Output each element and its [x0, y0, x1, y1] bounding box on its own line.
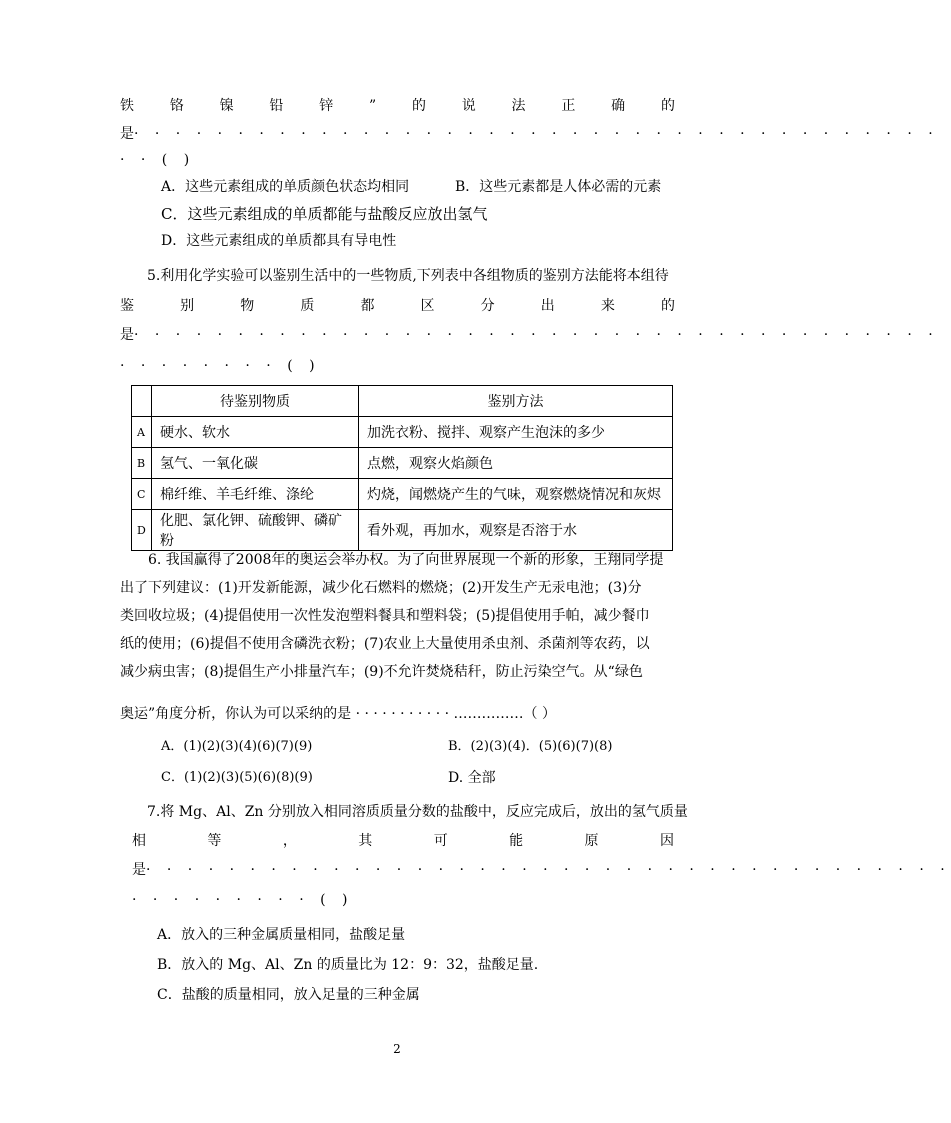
table-row-substances: 化肥、氯化钾、硫酸钾、磷矿粉: [152, 510, 359, 551]
q5-stem-char: 都: [360, 298, 375, 314]
q4-dots-1: · · · · · · · · · · · · · · · · · · · · · · · · · · · · · · · · · · · · · · ·: [134, 126, 939, 142]
q5-table: [131, 385, 673, 551]
q4-option-d: D．这些元素组成的单质都具有导电性: [161, 233, 397, 249]
q7-option-a: A．放入的三种金属质量相同，盐酸足量: [157, 927, 406, 943]
q5-stem-char: 别: [180, 298, 195, 314]
table-row: [132, 479, 673, 510]
q7-stem-char: 可: [433, 833, 448, 849]
q5-stem-char: 出: [540, 298, 555, 314]
q7-stem-line-2: [132, 831, 674, 851]
table-header-method: 鉴别方法: [359, 386, 673, 417]
q7-stem-char: 等: [207, 833, 222, 849]
q4-stem-char: 说: [461, 98, 476, 114]
table-row-substances: 棉纤维、羊毛纤维、涤纶: [152, 479, 359, 510]
table-row-method: 加洗衣粉、搅拌、观察产生泡沫的多少: [359, 417, 673, 448]
table-row: [132, 448, 673, 479]
q4-option-b: B．这些元素都是人体必需的元素: [455, 179, 662, 195]
q5-dots-line: [120, 325, 939, 345]
table-header-row: [132, 386, 673, 417]
q4-stem-char: 的: [411, 98, 426, 114]
q5-answer-blank: · · · · · · · · ( ): [120, 358, 321, 374]
q5-stem-line-1: 5.利用化学实验可以鉴别生活中的一些物质,下列表中各组物质的鉴别方法能将本组待: [147, 268, 669, 284]
q7-stem-char: 能: [509, 833, 524, 849]
q5-dots-1: · · · · · · · · · · · · · · · · · · · · · · · · · · · · · · · · · · · · · · ·: [134, 327, 939, 343]
table-row-method: 点燃，观察火焰颜色: [359, 448, 673, 479]
q4-stem-char: 确: [611, 98, 626, 114]
q4-stem-char: 锌: [319, 98, 334, 114]
q7-option-c: C．盐酸的质量相同，放入足量的三种金属: [157, 987, 420, 1003]
q6-option-c: C．(1)(2)(3)(5)(6)(8)(9): [161, 770, 313, 785]
q7-answer-blank: · · · · · · · · · ( ): [132, 892, 354, 908]
q4-stem-char: 铁: [120, 98, 134, 114]
q5-stem-char: 质: [300, 298, 315, 314]
q6-stem-line-4: 纸的使用；(6)提倡不使用含磷洗衣粉；(7)农业上大量使用杀虫剂、杀菌剂等农药，以: [120, 636, 650, 652]
q6-stem-line-6: 奥运”角度分析，你认为可以采纳的是 · · · · · · · · · · · ……………（ ）: [120, 706, 556, 722]
q4-stem-char: 正: [561, 98, 576, 114]
q7-stem-char: 因: [659, 833, 674, 849]
q6-stem-line-1: 6. 我国赢得了2008年的奥运会举办权。为了向世界展现一个新的形象，王翔同学提: [148, 552, 664, 568]
q5-stem-char: 区: [420, 298, 435, 314]
q5-stem-char: 分: [480, 298, 495, 314]
q4-dots-line-2: [120, 150, 195, 170]
table-row-id: C: [132, 479, 152, 510]
q5-stem-char: 的: [660, 298, 675, 314]
q5-dots-line-2: [120, 356, 321, 376]
q5-stem-char: 鉴: [120, 298, 134, 314]
q4-stem-char: ”: [368, 98, 377, 114]
q4-shi: 是: [120, 126, 134, 142]
q4-option-c: C．这些元素组成的单质都能与盐酸反应放出氢气: [161, 205, 488, 223]
q4-option-a: A．这些元素组成的单质颜色状态均相同: [161, 179, 410, 195]
table-row-id: D: [132, 510, 152, 551]
q6-option-d: D. 全部: [448, 770, 496, 786]
q4-stem-line: [120, 96, 675, 116]
q4-answer-blank: · · ( ): [120, 152, 196, 168]
q5-stem-line-2: [120, 296, 675, 316]
q5-shi: 是: [120, 327, 134, 343]
table-row-method: 看外观，再加水，观察是否溶于水: [359, 510, 673, 551]
q7-stem-line-1: 7.将 Mg、Al、Zn 分别放入相同溶质质量分数的盐酸中，反应完成后，放出的氢气质量: [147, 804, 688, 820]
q6-stem-line-2: 出了下列建议：(1)开发新能源，减少化石燃料的燃烧；(2)开发生产无汞电池；(3)分: [120, 580, 642, 596]
q6-stem-line-5: 减少病虫害；(8)提倡生产小排量汽车；(9)不允许焚烧秸秆，防止污染空气。从“绿色: [120, 664, 643, 680]
q7-dots-line: [132, 860, 951, 880]
q7-dots-1: · · · · · · · · · · · · · · · · · · · · · · · · · · · · · · · · · · · · · · ·: [146, 862, 951, 878]
q6-stem-line-3: 类回收垃圾；(4)提倡使用一次性发泡塑料餐具和塑料袋；(5)提倡使用手帕，减少餐巾: [120, 608, 650, 624]
q5-stem-char: 来: [600, 298, 615, 314]
q7-stem-char: 相: [132, 833, 146, 849]
table-row-id: B: [132, 448, 152, 479]
q4-stem-char: 铅: [269, 98, 284, 114]
table-row-substances: 硬水、软水: [152, 417, 359, 448]
q7-shi: 是: [132, 862, 146, 878]
table-row-method: 灼烧，闻燃烧产生的气味，观察燃烧情况和灰烬: [359, 479, 673, 510]
q4-stem-char: 镍: [219, 98, 234, 114]
table-row-substances: 氢气、一氧化碳: [152, 448, 359, 479]
table-row: [132, 510, 673, 551]
page-number: 2: [393, 1042, 401, 1056]
table-row-id: A: [132, 417, 152, 448]
q6-option-a: A．(1)(2)(3)(4)(6)(7)(9): [161, 739, 313, 754]
q4-stem-char: 铬: [169, 98, 184, 114]
q4-stem-char: 的: [660, 98, 675, 114]
table-header-substances: 待鉴别物质: [152, 386, 359, 417]
q7-stem-char: ，: [282, 833, 297, 849]
q7-stem-char: 其: [358, 833, 373, 849]
q4-stem-char: 法: [511, 98, 526, 114]
table-row: [132, 417, 673, 448]
q5-stem-char: 物: [240, 298, 255, 314]
q7-dots-line-2: [132, 890, 353, 910]
q7-stem-char: 原: [584, 833, 599, 849]
q6-option-b: B．(2)(3)(4)．(5)(6)(7)(8): [448, 739, 613, 754]
table-header-id: [132, 386, 152, 417]
q7-option-b: B．放入的 Mg、Al、Zn 的质量比为 12：9：32，盐酸足量.: [157, 957, 539, 973]
q4-dots-line: [120, 124, 939, 144]
